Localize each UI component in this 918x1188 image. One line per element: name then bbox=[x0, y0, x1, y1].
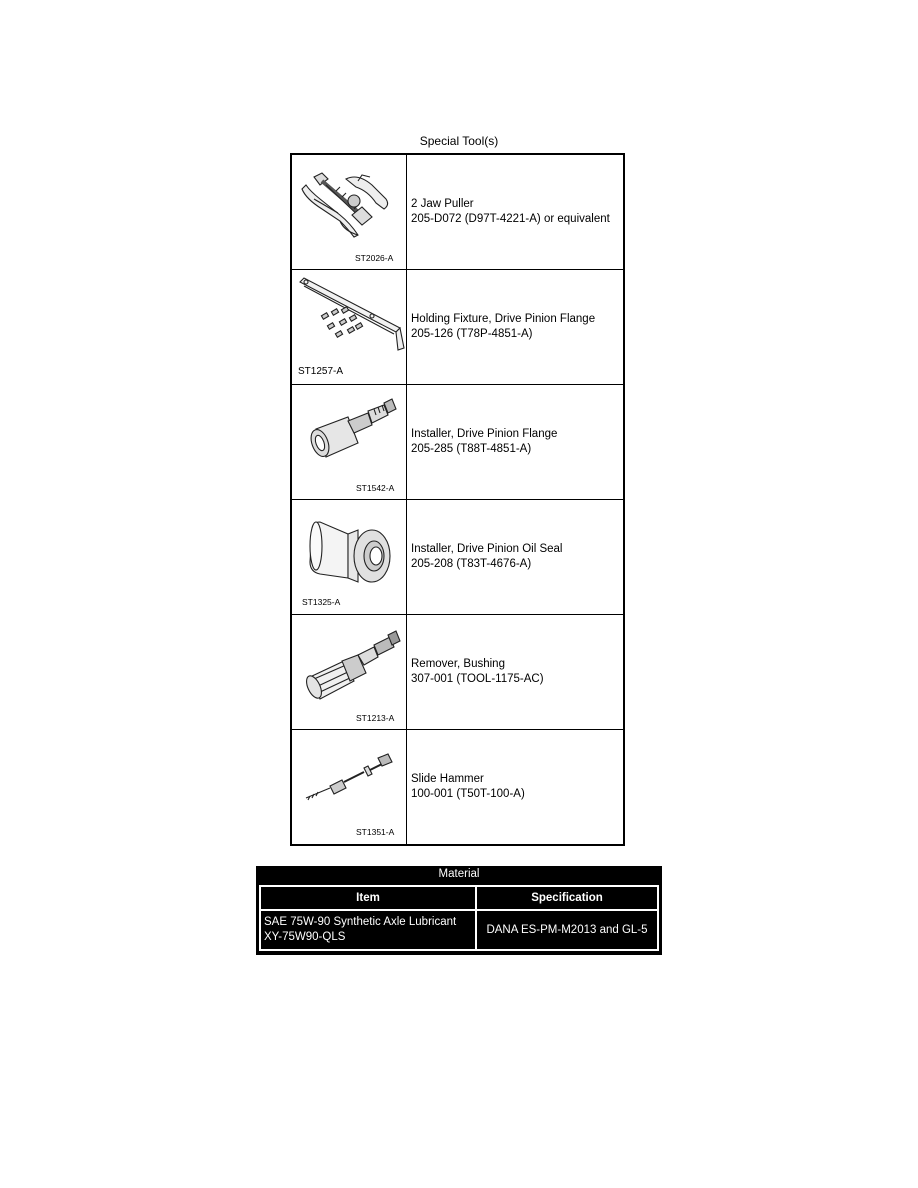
tool-name: 2 Jaw Puller bbox=[411, 198, 474, 210]
tool-number: 205-D072 (D97T-4221-A) or equivalent bbox=[411, 213, 610, 225]
tool-description bbox=[407, 270, 595, 384]
tool-name: Holding Fixture, Drive Pinion Flange bbox=[411, 313, 596, 325]
jaw-puller-icon bbox=[292, 155, 406, 268]
material-grid bbox=[259, 885, 659, 951]
tool-code: ST1351-A bbox=[356, 827, 395, 837]
tool-row bbox=[292, 730, 623, 844]
material-title: Material bbox=[438, 868, 480, 880]
special-tools-table bbox=[290, 153, 625, 846]
tool-code: ST2026-A bbox=[355, 253, 394, 263]
tool-code: ST1542-A bbox=[356, 483, 395, 493]
tool-description bbox=[407, 500, 562, 614]
tool-description bbox=[407, 730, 525, 844]
material-item-name: SAE 75W-90 Synthetic Axle Lubricant bbox=[264, 916, 457, 928]
tool-description bbox=[407, 385, 557, 499]
tool-row bbox=[292, 385, 623, 500]
material-item-cell bbox=[260, 910, 476, 950]
tool-code: ST1213-A bbox=[356, 713, 395, 723]
tool-number: 100-001 (T50T-100-A) bbox=[411, 788, 525, 800]
material-header-row bbox=[260, 886, 658, 910]
tool-row bbox=[292, 500, 623, 615]
column-header-specification: Specification bbox=[476, 886, 658, 910]
tool-name: Slide Hammer bbox=[411, 773, 484, 785]
special-tools-caption: Special Tool(s) bbox=[419, 134, 499, 148]
bushing-remover-icon bbox=[292, 615, 406, 728]
material-table bbox=[256, 866, 662, 955]
tool-name: Remover, Bushing bbox=[411, 658, 505, 670]
tool-illustration-cell bbox=[292, 270, 407, 384]
table-row bbox=[260, 910, 658, 950]
tool-description bbox=[407, 155, 610, 269]
tool-name: Installer, Drive Pinion Oil Seal bbox=[411, 543, 563, 555]
tool-number: 205-126 (T78P-4851-A) bbox=[411, 328, 533, 340]
tool-row bbox=[292, 615, 623, 730]
tool-description bbox=[407, 615, 544, 729]
tool-number: 205-285 (T88T-4851-A) bbox=[411, 443, 532, 455]
tool-row bbox=[292, 155, 623, 270]
tool-code: ST1325-A bbox=[302, 597, 341, 607]
material-item-part-number: XY-75W90-QLS bbox=[264, 931, 346, 943]
tool-illustration-cell bbox=[292, 615, 407, 729]
tool-row bbox=[292, 270, 623, 385]
column-header-item: Item bbox=[260, 886, 476, 910]
tool-name: Installer, Drive Pinion Flange bbox=[411, 428, 558, 440]
tool-illustration-cell bbox=[292, 385, 407, 499]
tool-code: ST1257-A bbox=[298, 366, 344, 377]
tool-illustration-cell bbox=[292, 730, 407, 844]
tool-number: 307-001 (TOOL-1175-AC) bbox=[411, 673, 544, 685]
tool-number: 205-208 (T83T-4676-A) bbox=[411, 558, 532, 570]
material-specification-cell: DANA ES-PM-M2013 and GL-5 bbox=[476, 910, 658, 950]
tool-illustration-cell bbox=[292, 500, 407, 614]
tool-illustration-cell bbox=[292, 155, 407, 269]
pinion-flange-installer-icon bbox=[292, 385, 406, 498]
